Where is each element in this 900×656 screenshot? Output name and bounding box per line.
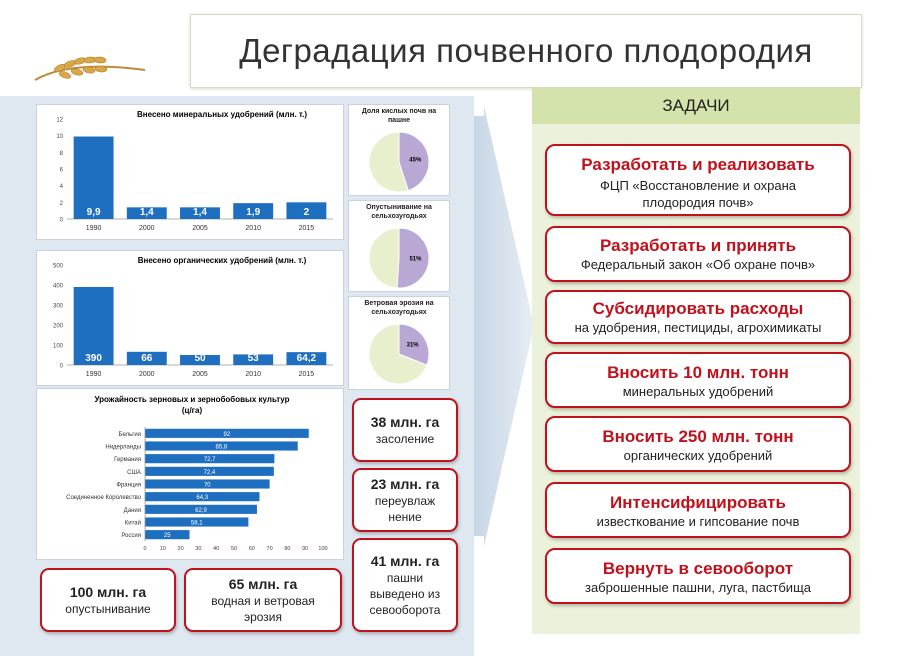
x-tick-label: 100 xyxy=(318,546,328,552)
task-item xyxy=(545,548,851,604)
y-tick-label: Соединенное Королевство xyxy=(66,495,141,502)
stat-value: 23 млн. га xyxy=(370,475,440,492)
task-heading: Разработать и реализовать xyxy=(581,155,815,174)
pie-wind-erosion xyxy=(348,296,450,390)
pie-acid-soils-svg xyxy=(349,105,449,195)
y-tick-label: 300 xyxy=(52,303,63,310)
x-tick-label: 2000 xyxy=(139,371,155,378)
bar-value-label: 1,4 xyxy=(139,207,154,218)
task-item xyxy=(545,416,851,472)
bar-value-label: 390 xyxy=(85,353,102,364)
stat-value: 38 млн. га xyxy=(370,413,440,430)
x-tick-label: 70 xyxy=(266,546,273,552)
x-tick-label: 10 xyxy=(159,546,166,552)
bar-value-label: 53 xyxy=(247,353,259,364)
y-tick-label: Нидерланды xyxy=(105,444,141,451)
chart-title: Внесено органических удобрений (млн. т.) xyxy=(137,256,307,265)
chart-title: Урожайность зерновых и зернобобовых культур xyxy=(94,395,290,404)
x-tick-label: 1990 xyxy=(85,225,102,232)
y-tick-label: 6 xyxy=(59,167,63,174)
y-tick-label: 8 xyxy=(59,150,63,157)
x-tick-label: 80 xyxy=(284,546,291,552)
y-tick-label: Дания xyxy=(123,507,141,514)
x-tick-label: 90 xyxy=(302,546,309,552)
bar-value-label: 70 xyxy=(203,482,211,489)
pie-title-box xyxy=(351,107,447,129)
chart-subtitle: (ц/га) xyxy=(181,406,203,415)
bar-value-label: 9,9 xyxy=(86,207,101,218)
task-heading: Вносить 250 млн. тонн xyxy=(602,427,794,446)
y-tick-label: Россия xyxy=(121,533,141,540)
task-text: ФЦП «Восстановление и охрана плодородия почв» xyxy=(599,178,797,210)
bar-value-label: 66 xyxy=(141,353,153,364)
y-tick-label: 4 xyxy=(59,184,63,191)
task-text: минеральных удобрений xyxy=(622,384,774,399)
task-text: Федеральный закон «Об охране почв» xyxy=(580,257,816,272)
pie-title-box xyxy=(351,299,447,321)
task-text: на удобрения, пестициды, агрохимикаты xyxy=(574,320,822,335)
tasks-header: ЗАДАЧИ xyxy=(532,88,860,124)
x-tick-label: 60 xyxy=(248,546,255,552)
y-tick-label: Китай xyxy=(124,520,141,527)
bar-value-label: 92 xyxy=(223,431,231,438)
stat-value: 100 млн. га xyxy=(69,583,147,600)
task-item xyxy=(545,144,851,216)
bar-value-label: 58,1 xyxy=(190,520,203,527)
mineral-fertilizer-chart-svg xyxy=(37,105,343,239)
bar-value-label: 85,8 xyxy=(215,444,228,451)
pie-slice-label: 45% xyxy=(409,157,422,164)
stat-desc: засоление xyxy=(375,431,435,446)
pie-title-box xyxy=(351,203,447,225)
y-tick-label: 0 xyxy=(59,217,63,224)
x-tick-label: 20 xyxy=(177,546,184,552)
organic-fertilizer-chart xyxy=(36,250,344,386)
y-tick-label: 100 xyxy=(52,343,63,350)
yield-chart xyxy=(36,388,344,560)
task-text: заброшенные пашни, луга, пастбища xyxy=(584,580,811,595)
chart-title: Внесено минеральных удобрений (млн. т.) xyxy=(136,110,308,119)
pie-slice xyxy=(369,228,399,288)
stat-desc: водная и ветровая эрозия xyxy=(211,593,315,624)
page-title: Деградация почвенного плодородия xyxy=(239,32,813,69)
stat-waterlogging xyxy=(352,468,458,532)
wheat-icon xyxy=(30,30,150,90)
stat-salinization xyxy=(352,398,458,462)
y-tick-label: Бельгия xyxy=(118,431,141,438)
y-tick-label: 400 xyxy=(52,283,63,290)
task-item xyxy=(545,482,851,538)
x-tick-label: 40 xyxy=(213,546,220,552)
pie-desertification xyxy=(348,200,450,292)
pie-acid-soils xyxy=(348,104,450,196)
pie-slice-label: 31% xyxy=(406,342,419,349)
task-heading: Интенсифицировать xyxy=(610,493,786,512)
task-item xyxy=(545,290,851,344)
pie-wind-erosion-svg xyxy=(349,297,449,389)
right-arrow-icon xyxy=(474,96,536,656)
x-tick-label: 0 xyxy=(143,546,147,552)
bar-value-label: 1,9 xyxy=(246,207,261,218)
pie-title: Ветровая эрозия на сельхозугодьях xyxy=(364,300,434,316)
bar-value-label: 64,3 xyxy=(196,495,209,502)
stat-desertification xyxy=(40,568,176,632)
x-tick-label: 2005 xyxy=(192,371,208,378)
x-tick-label: 30 xyxy=(195,546,202,552)
y-tick-label: 12 xyxy=(56,117,63,124)
task-heading: Разработать и принять xyxy=(599,236,797,255)
y-tick-label: 200 xyxy=(52,323,63,330)
stat-desc: переувлаж нение xyxy=(374,493,436,524)
stat-desc: пашни выведено из севооборота xyxy=(369,570,441,617)
pie-desertification-svg xyxy=(349,201,449,291)
y-tick-label: 10 xyxy=(56,134,63,141)
task-text: органических удобрений xyxy=(623,448,773,463)
x-tick-label: 2010 xyxy=(245,225,261,232)
stat-value: 41 млн. га xyxy=(370,552,440,569)
y-tick-label: 2 xyxy=(59,200,63,207)
task-item xyxy=(545,226,851,282)
task-heading: Субсидировать расходы xyxy=(592,299,804,318)
y-tick-label: 0 xyxy=(59,363,63,370)
stat-desc: опустынивание xyxy=(65,601,151,616)
y-tick-label: 500 xyxy=(52,263,63,270)
task-heading: Вносить 10 млн. тонн xyxy=(607,363,789,382)
organic-fertilizer-chart-svg xyxy=(37,251,343,385)
x-tick-label: 1990 xyxy=(85,371,102,378)
x-tick-label: 2000 xyxy=(139,225,155,232)
bar-value-label: 1,4 xyxy=(193,207,207,218)
task-heading: Вернуть в севооборот xyxy=(602,559,794,578)
stat-value: 65 млн. га xyxy=(228,575,298,592)
x-tick-label: 2010 xyxy=(245,371,261,378)
mineral-fertilizer-chart xyxy=(36,104,344,240)
bar-value-label: 62,9 xyxy=(195,507,207,514)
y-tick-label: США xyxy=(127,469,141,476)
bar-value-label: 72,7 xyxy=(203,457,216,464)
x-tick-label: 2015 xyxy=(298,371,315,378)
pie-title: Доля кислых почв на пашне xyxy=(361,108,437,124)
stat-erosion xyxy=(184,568,342,632)
y-tick-label: Германия xyxy=(114,457,141,464)
x-tick-label: 50 xyxy=(230,546,238,552)
pie-title: Опустынивание на сельхозугодьях xyxy=(366,204,432,220)
task-item xyxy=(545,352,851,408)
title-box xyxy=(190,14,862,88)
pie-slice-label: 51% xyxy=(409,256,422,263)
bar-value-label: 25 xyxy=(163,533,171,540)
x-tick-label: 2005 xyxy=(192,225,208,232)
x-tick-label: 2015 xyxy=(298,225,315,232)
stat-arable-withdrawn xyxy=(352,538,458,632)
bar-value-label: 2 xyxy=(303,207,310,218)
y-tick-label: Франция xyxy=(116,482,141,489)
yield-chart-svg xyxy=(37,389,343,559)
bar-value-label: 72,4 xyxy=(203,469,216,476)
bar-value-label: 50 xyxy=(194,353,206,364)
task-text: известкование и гипсование почв xyxy=(596,514,800,529)
bar-value-label: 64,2 xyxy=(296,353,317,364)
